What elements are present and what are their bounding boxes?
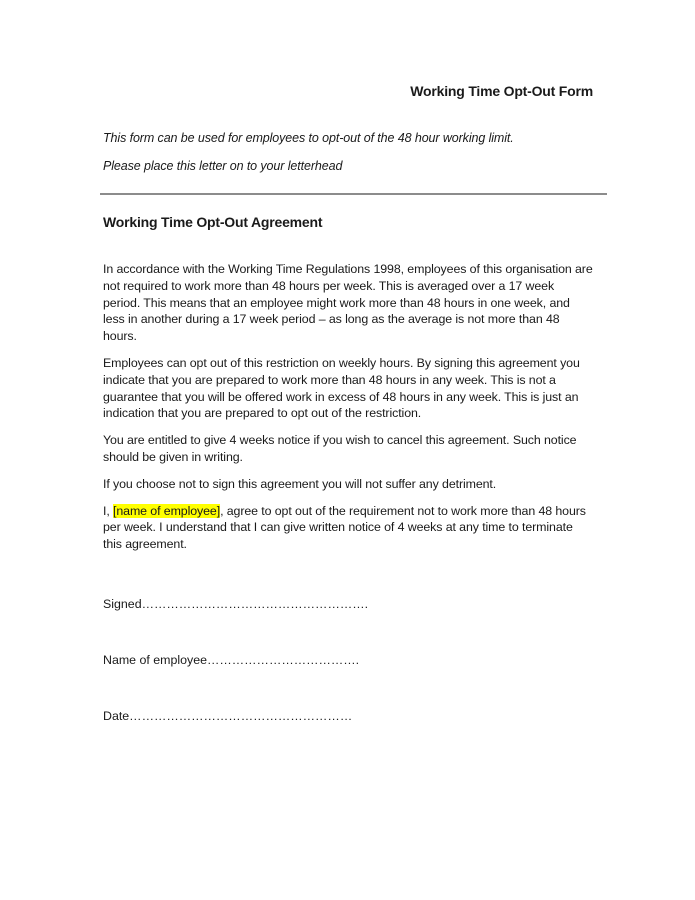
employee-name-placeholder[interactable]: [name of employee] (113, 503, 221, 518)
intro-letterhead-note: Please place this letter on to your letterhead (103, 159, 343, 173)
date-line[interactable]: Date……………………………………………… (103, 709, 353, 723)
paragraph-cancellation-notice: You are entitled to give 4 weeks notice if you wish to cancel this agreement. Such notice should be given in writing. (103, 433, 577, 464)
form-title: Working Time Opt-Out Form (410, 83, 593, 99)
paragraph-regulations: In accordance with the Working Time Regulations 1998, employees of this organisation are not required to work more than 48 hours per week. This is averaged over a 17 week period. This means that an employee might work more than 48 hours in one week, and less in another during a 17 week period – as long as the average is not more than 48 hours. (103, 262, 593, 344)
declaration-suffix: , agree to opt out of the requirement not to work more than 48 hours per week. I understand that I can give written notice of 4 weeks at any time to terminate this agreement. (103, 503, 586, 552)
agreement-body (103, 261, 593, 563)
agreement-heading: Working Time Opt-Out Agreement (103, 214, 323, 230)
paragraph-no-detriment: If you choose not to sign this agreement you will not suffer any detriment. (103, 476, 497, 491)
paragraph-opt-out-explanation: Employees can opt out of this restriction on weekly hours. By signing this agreement you indicate that you are prepared to work more than 48 hours in any week. This is not a guarantee that you will be offered work in excess of 48 hours in any week. This is just an indication that you are prepared to opt out of the restriction. (103, 355, 580, 421)
employee-name-line[interactable]: Name of employee………………………………. (103, 653, 360, 667)
declaration-prefix: I, (103, 503, 114, 518)
paragraph-declaration (103, 503, 593, 553)
intro-usage-note: This form can be used for employees to opt-out of the 48 hour working limit. (103, 131, 514, 145)
section-divider (100, 193, 607, 195)
signature-line[interactable]: Signed………………………………………………. (103, 597, 369, 611)
